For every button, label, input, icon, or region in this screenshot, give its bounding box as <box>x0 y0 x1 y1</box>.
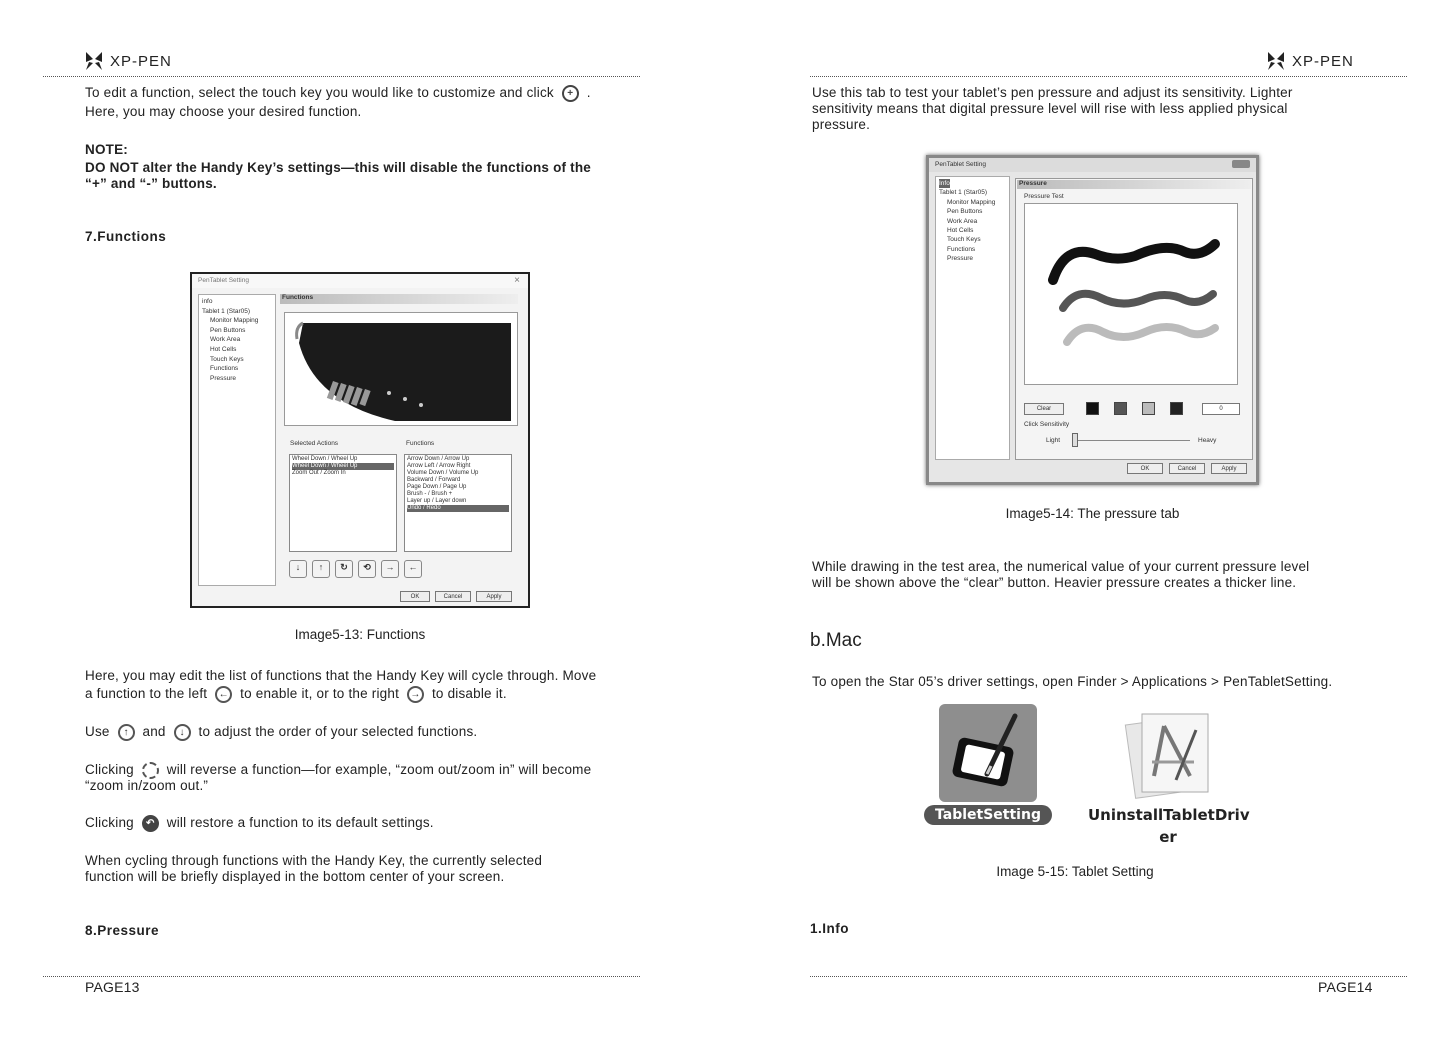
caption-functions: Image5-13: Functions <box>294 627 426 642</box>
pressure-window <box>926 155 1259 485</box>
tree-item[interactable]: Functions <box>947 245 976 253</box>
note-title: NOTE: <box>85 142 128 157</box>
pressure-test-area[interactable] <box>1024 203 1238 385</box>
right-intro-line1: Use this tab to test your tablet’s pen pressure and adjust its sensitivity. Lighter <box>812 85 1293 100</box>
pressure-strokes <box>1025 204 1237 384</box>
tree-item[interactable]: Pen Buttons <box>947 208 983 216</box>
para3-text-a: Clicking <box>85 762 134 778</box>
restore-default-icon: ↶ <box>142 815 159 832</box>
footer-rule-right <box>810 976 1407 977</box>
move-right-button[interactable]: → <box>381 560 399 578</box>
para2-text-b: and <box>142 724 166 740</box>
right-intro-line2: sensitivity means that digital pressure level will rise with less applied physical <box>812 101 1288 116</box>
tree-item[interactable]: Pressure <box>947 255 974 263</box>
tree-item[interactable]: Monitor Mapping <box>947 198 996 206</box>
mac-instructions: To open the Star 05’s driver settings, open Finder > Applications > PenTabletSetting. <box>812 674 1333 689</box>
right-para1-line2: will be shown above the “clear” button. Heavier pressure creates a thicker line. <box>812 575 1297 590</box>
para1-text-c: to disable it. <box>431 686 507 702</box>
para2 <box>85 724 477 741</box>
panel-title: Functions <box>280 294 518 304</box>
list-item-selected[interactable]: Undo / Redo <box>407 505 509 512</box>
para3-line2: “zoom in/zoom out.” <box>85 778 209 793</box>
arrow-left-icon: ← <box>215 686 232 703</box>
move-up-button[interactable]: ↑ <box>312 560 330 578</box>
cancel-button[interactable]: Cancel <box>1169 463 1205 474</box>
cancel-button[interactable]: Cancel <box>435 591 471 602</box>
right-intro-line3: pressure. <box>812 117 871 132</box>
intro-text: To edit a function, select the touch key you would like to customize and click <box>85 85 554 101</box>
color-swatch-light[interactable] <box>1142 402 1155 415</box>
uninstall-app-icon[interactable] <box>1124 706 1220 802</box>
para1-text-b: to enable it, or to the right <box>240 686 400 702</box>
selected-actions-label: Selected Actions <box>290 440 339 447</box>
functions-label: Functions <box>406 440 435 447</box>
clear-button[interactable]: Clear <box>1024 403 1064 415</box>
tablet-setting-app-icon[interactable] <box>939 704 1037 802</box>
xp-pen-logo-icon <box>84 50 104 72</box>
header-rule-left <box>43 76 640 77</box>
functions-list[interactable] <box>404 454 512 552</box>
header-rule-right <box>810 76 1407 77</box>
note-line-2: “+” and “-” buttons. <box>85 176 217 191</box>
window-title: PenTablet Setting <box>192 274 528 288</box>
reverse-icon <box>142 762 159 779</box>
tablet-preview <box>284 312 518 426</box>
close-icon[interactable] <box>1232 160 1250 168</box>
tree-item-selected[interactable]: Info <box>939 180 950 187</box>
section-mac: b.Mac <box>810 630 862 651</box>
xp-pen-logo-icon <box>1266 50 1286 72</box>
para4-text-a: Clicking <box>85 815 134 831</box>
add-icon: + <box>562 85 579 102</box>
sensitivity-slider[interactable] <box>1072 440 1190 441</box>
light-label: Light <box>1046 437 1061 444</box>
list-item[interactable]: Layer up / Layer down <box>407 498 467 504</box>
para1-line1: Here, you may edit the list of functions that the Handy Key will cycle through. Move <box>85 668 597 683</box>
list-item[interactable]: Wheel Down / Wheel Up <box>292 456 358 462</box>
xp-pen-logo-right <box>1266 50 1354 72</box>
list-item[interactable]: Page Down / Page Up <box>407 484 467 490</box>
color-swatch-black[interactable] <box>1086 402 1099 415</box>
caption-tablet-setting: Image 5-15: Tablet Setting <box>996 864 1154 879</box>
tree-item[interactable]: Touch Keys <box>210 355 244 363</box>
move-left-button[interactable]: ← <box>404 560 422 578</box>
settings-tree <box>198 294 276 586</box>
para1-text-a: a function to the left <box>85 686 208 702</box>
apply-button[interactable]: Apply <box>1211 463 1247 474</box>
para4 <box>85 815 434 832</box>
para2-text-a: Use <box>85 724 110 740</box>
tree-item[interactable]: Work Area <box>210 336 241 344</box>
panel-title: Pressure <box>1017 180 1251 189</box>
page-number-right: PAGE14 <box>1318 979 1373 995</box>
tablet-setting-label[interactable]: TabletSetting <box>924 805 1052 825</box>
para1-line2 <box>85 686 507 703</box>
para3-line1 <box>85 762 591 779</box>
para4-text-b: will restore a function to its default settings. <box>166 815 434 831</box>
tablet-image <box>285 313 517 425</box>
arrow-up-icon: ↑ <box>118 724 135 741</box>
intro-line-1 <box>85 85 591 102</box>
close-icon[interactable]: × <box>514 275 520 286</box>
para5-line1: When cycling through functions with the Handy Key, the currently selected <box>85 853 543 868</box>
tree-item[interactable]: Functions <box>210 365 239 373</box>
list-item[interactable]: Arrow Left / Arrow Right <box>407 463 471 469</box>
window-title: PenTablet Setting <box>929 158 1256 172</box>
tree-item[interactable]: Pressure <box>210 374 237 382</box>
list-item-selected[interactable]: Wheel Down / Wheel Up <box>292 463 394 470</box>
ok-button[interactable]: OK <box>1127 463 1163 474</box>
uninstall-label-line2[interactable]: er <box>1159 828 1177 846</box>
move-down-button[interactable]: ↓ <box>289 560 307 578</box>
heavy-label: Heavy <box>1198 437 1217 444</box>
section-functions: 7.Functions <box>85 229 167 244</box>
list-item[interactable]: Zoom Out / Zoom In <box>292 470 346 476</box>
section-info: 1.Info <box>810 921 849 936</box>
tree-item[interactable]: Pen Buttons <box>210 326 246 334</box>
intro-period: . <box>586 85 591 101</box>
para3-text-b: will reverse a function—for example, “zoom out/zoom in” will become <box>166 762 592 778</box>
para2-text-c: to adjust the order of your selected functions. <box>198 724 478 740</box>
function-toolbar <box>289 560 422 578</box>
ok-button[interactable]: OK <box>400 591 430 602</box>
selected-actions-list[interactable] <box>289 454 397 552</box>
para5-line2: function will be briefly displayed in the bottom center of your screen. <box>85 869 505 884</box>
apply-button[interactable]: Apply <box>476 591 512 602</box>
tree-item[interactable]: Tablet 1 (Star05) <box>939 189 988 197</box>
pressure-panel <box>1015 178 1253 460</box>
default-button[interactable]: ⟲ <box>358 560 376 578</box>
footer-rule-left <box>43 976 640 977</box>
pressure-value: 0 <box>1202 403 1240 415</box>
reverse-button[interactable]: ↻ <box>335 560 353 578</box>
color-swatch-black-2[interactable] <box>1170 402 1183 415</box>
brand-name: XP-PEN <box>110 52 172 70</box>
tree-item[interactable]: Monitor Mapping <box>210 317 259 325</box>
brand-name: XP-PEN <box>1292 52 1354 70</box>
tree-item[interactable]: Hot Cells <box>210 345 237 353</box>
sensitivity-label: Click Sensitivity <box>1024 421 1070 428</box>
uninstall-label-line1[interactable]: UninstallTabletDriv <box>1088 806 1250 824</box>
tree-item[interactable]: Work Area <box>947 217 978 225</box>
pressure-test-label: Pressure Test <box>1024 193 1064 200</box>
xp-pen-logo-left <box>84 50 172 72</box>
tree-item[interactable]: Tablet 1 (Star05) <box>202 307 251 315</box>
intro-line-2: Here, you may choose your desired function. <box>85 104 362 119</box>
list-item[interactable]: Brush - / Brush + <box>407 491 453 497</box>
note-line-1: DO NOT alter the Handy Key’s settings—this will disable the functions of the <box>85 160 592 175</box>
color-swatch-dark[interactable] <box>1114 402 1127 415</box>
functions-window <box>190 272 530 608</box>
settings-tree <box>935 176 1010 460</box>
slider-handle[interactable] <box>1072 433 1078 447</box>
right-para1-line1: While drawing in the test area, the numerical value of your current pressure level <box>812 559 1310 574</box>
tablet-pen-icon <box>939 704 1037 802</box>
list-item[interactable]: Volume Down / Volume Up <box>407 470 479 476</box>
arrow-right-icon: → <box>407 686 424 703</box>
tree-item[interactable]: Touch Keys <box>947 236 981 244</box>
arrow-down-icon: ↓ <box>174 724 191 741</box>
list-item[interactable]: Backward / Forward <box>407 477 461 483</box>
tree-item[interactable]: info <box>202 298 213 305</box>
list-item[interactable]: Arrow Down / Arrow Up <box>407 456 470 462</box>
uninstall-installer-icon <box>1124 706 1220 802</box>
caption-pressure: Image5-14: The pressure tab <box>1005 506 1180 521</box>
section-pressure: 8.Pressure <box>85 923 160 938</box>
page-number-left: PAGE13 <box>85 979 140 995</box>
tree-item[interactable]: Hot Cells <box>947 227 974 235</box>
